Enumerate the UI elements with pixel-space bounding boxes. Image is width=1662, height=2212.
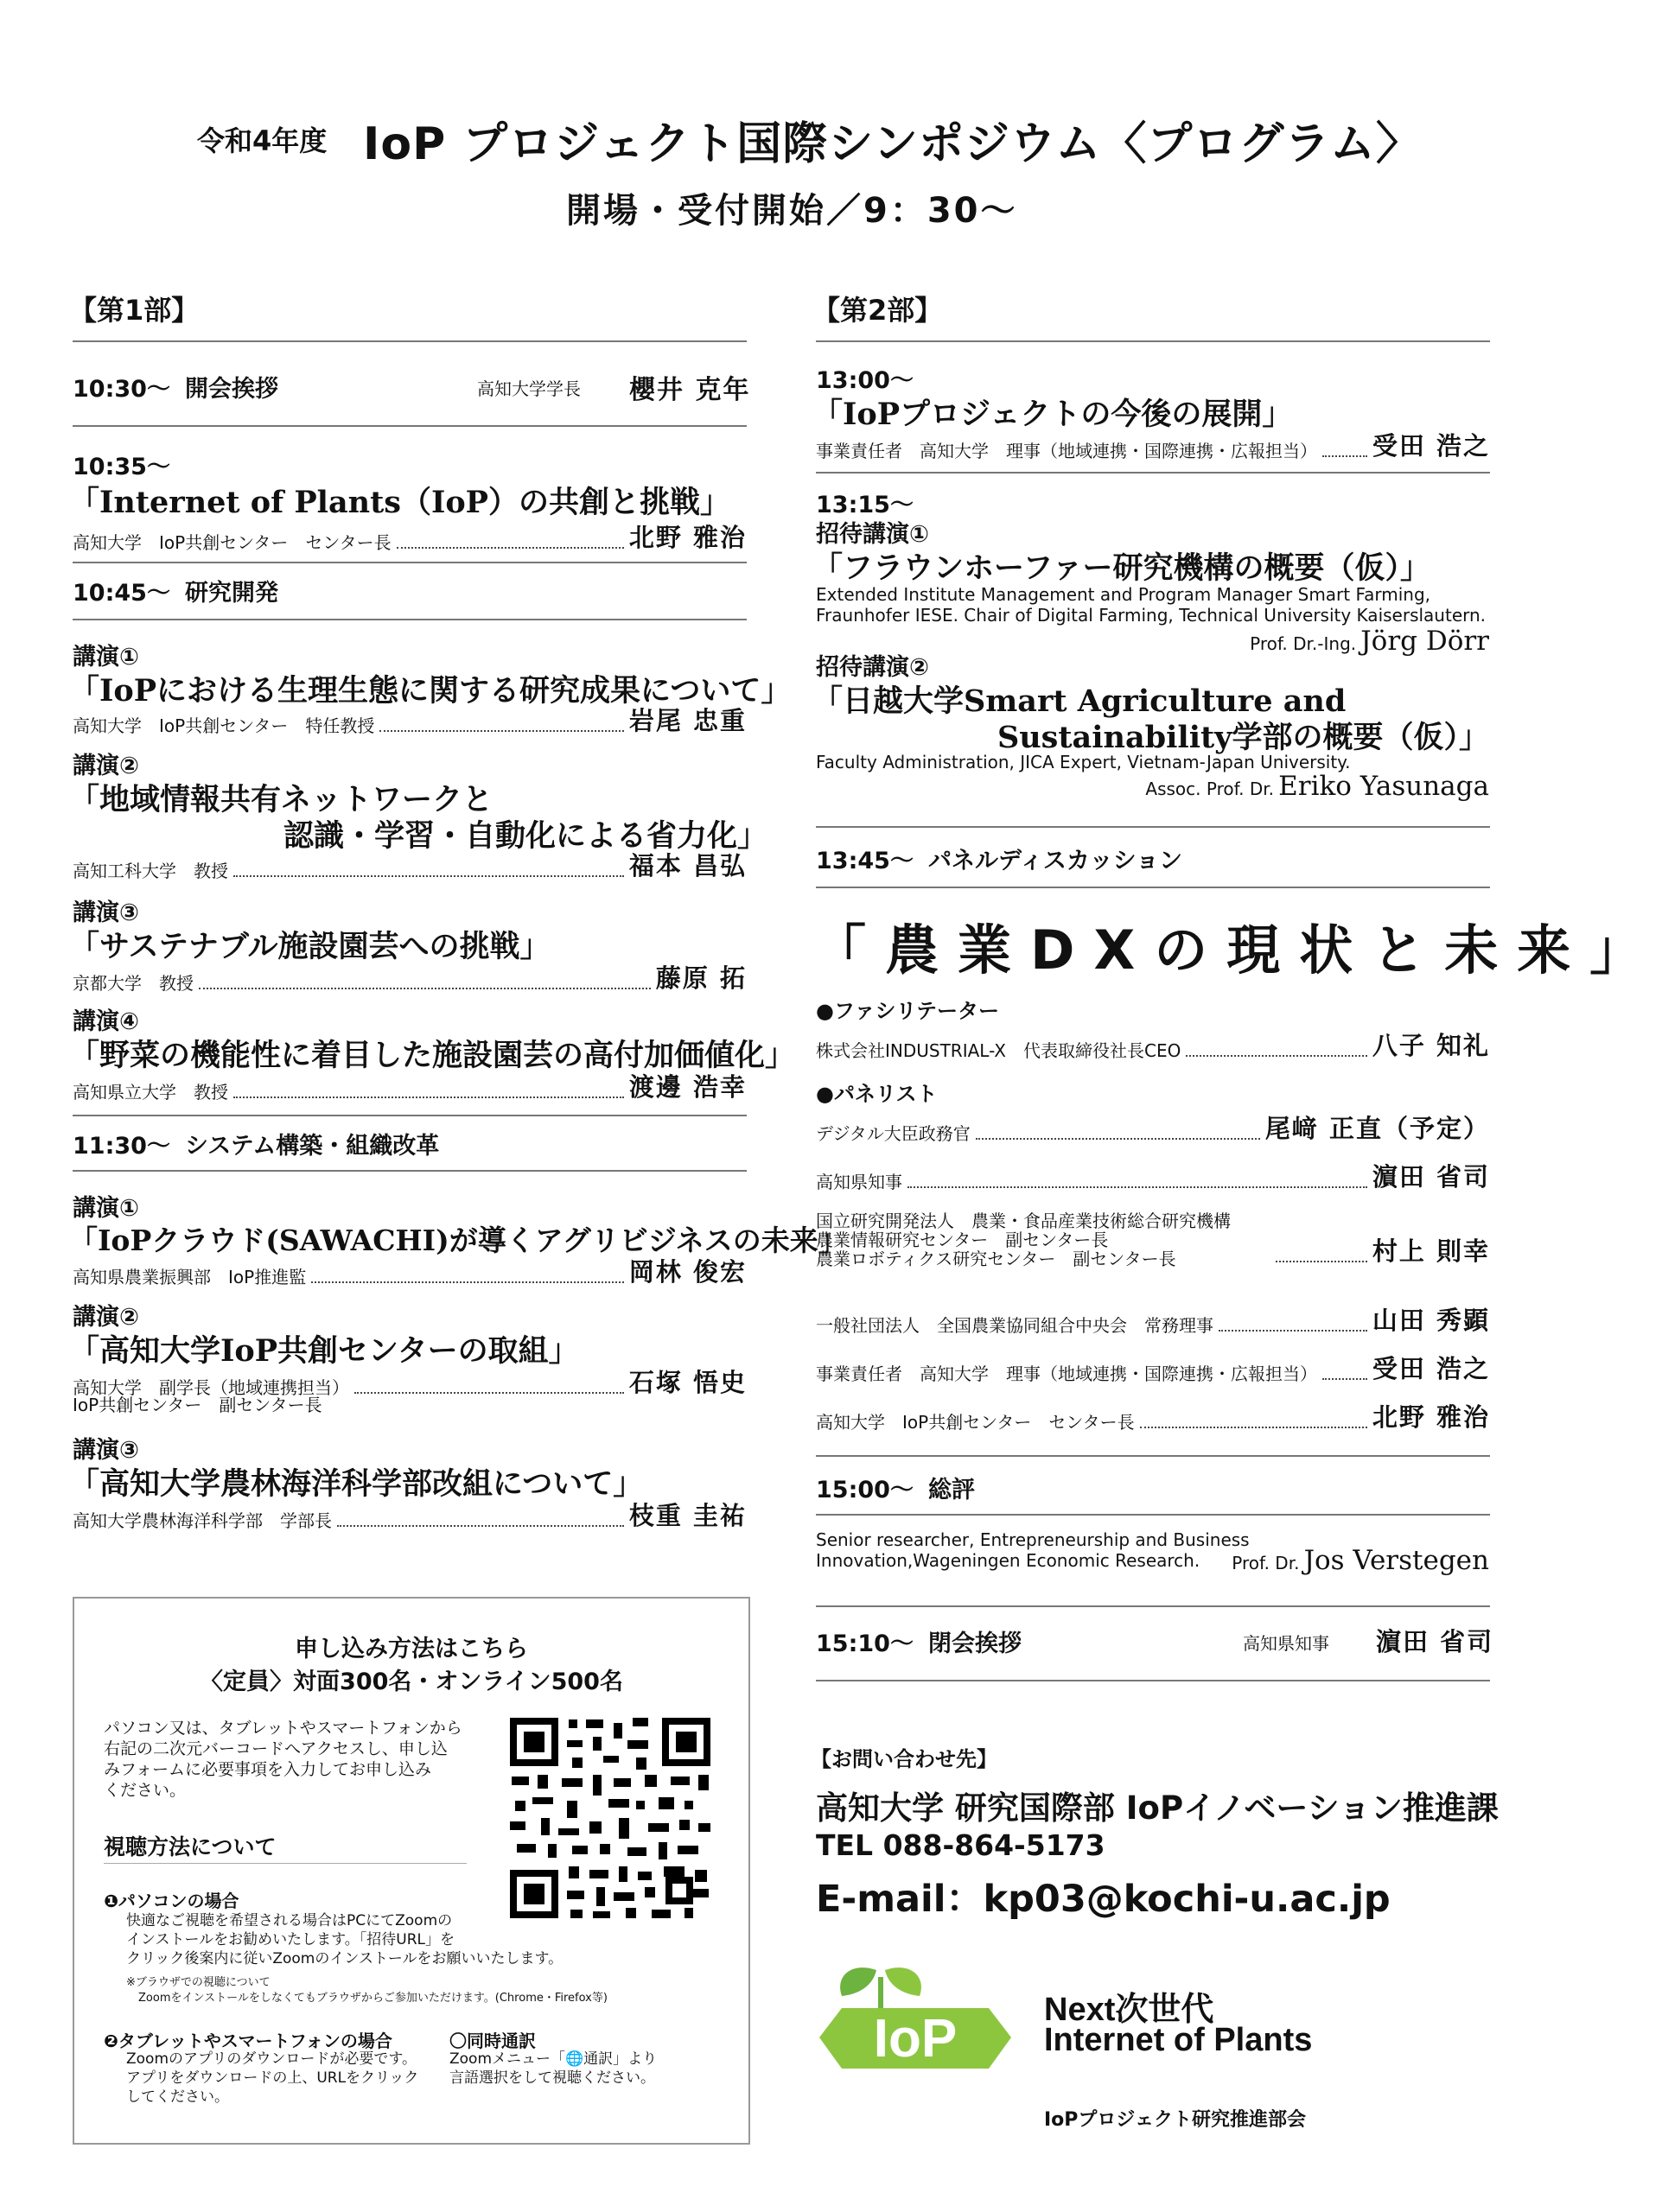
- talk-affiliation-line2: IoP共創センター 副センター長: [73, 1395, 322, 1415]
- talk-title: 「高知大学IoP共創センターの取組」: [69, 1333, 579, 1369]
- interpretation-instructions: Zoomメニュー「🌐通訳」より 言語選択をして視聴ください。: [449, 2050, 658, 2087]
- review-speaker: Prof. Dr. Jos Verstegen: [1232, 1545, 1489, 1576]
- research-slot: 10:45～ 研究開発: [73, 580, 278, 607]
- application-capacity: 〈定員〉対面300名・オンライン500名: [200, 1669, 623, 1695]
- invited-talk1-speaker: Prof. Dr.-Ing. Jörg Dörr: [1250, 626, 1489, 657]
- facilitator-heading: ●ファシリテーター: [816, 999, 999, 1023]
- talk-title-line1: 「地域情報共有ネットワークと: [69, 782, 494, 817]
- opening-slot: 10:30～ 開会挨拶: [73, 376, 278, 403]
- application-box: [73, 1597, 750, 2145]
- panel-title: 「農業DXの現状と未来」: [812, 918, 1662, 982]
- viewing-heading: 視聴方法について: [104, 1834, 277, 1859]
- contact-email[interactable]: E-mail：kp03@kochi-u.ac.jp: [816, 1878, 1391, 1921]
- part1-heading: 【第1部】: [69, 294, 200, 327]
- divider: [816, 472, 1490, 474]
- panelist-row: 事業責任者 高知大学 理事（地域連携・国際連携・広報担当） 受田 浩之: [816, 1354, 1490, 1384]
- logo-department: IoPプロジェクト研究推進部会: [1044, 2109, 1306, 2131]
- talk-title: 「高知大学農林海洋科学部改組について」: [69, 1466, 644, 1502]
- invited-talk1-affiliation2: Fraunhofer IESE. Chair of Digital Farming, Technical University Kaiserslautern.: [816, 605, 1487, 626]
- system-slot: 11:30～ システム構築・組織改革: [73, 1133, 440, 1160]
- panelist-row: 高知大学 IoP共創センター センター長 北野 雅治: [816, 1402, 1490, 1433]
- divider: [73, 1170, 747, 1172]
- pc-instructions: 快適なご視聴を希望される場合はPCにてZoomの インストールをお勧めいたします。「招待URL」を クリック後案内に従いZoomのインストールをお願いいたします。: [126, 1912, 564, 1967]
- opening-time: 開場・受付開始／9：30～: [566, 191, 1018, 231]
- iop-logo-icon: [816, 1961, 1023, 2082]
- panelist-row: 一般社団法人 全国農業協同組合中央会 常務理事 山田 秀顕: [816, 1306, 1490, 1336]
- mobile-instructions: Zoomのアプリのダウンロードが必要です。 アプリをダウンロードの上、URLをクリック してください。: [126, 2050, 419, 2106]
- closing-slot: 15:10～ 閉会挨拶: [816, 1630, 1022, 1657]
- talk-number: 講演④: [73, 1008, 139, 1035]
- divider: [73, 1115, 747, 1116]
- talk-speaker-row: 高知大学 IoP共創センター 特任教授 岩尾 忠重: [73, 706, 747, 736]
- talk-number: 講演①: [73, 644, 139, 671]
- divider: [816, 340, 1490, 342]
- divider: [73, 619, 747, 620]
- talk-title: 「野菜の機能性に着目した施設園芸の高付加価値化」: [69, 1038, 796, 1073]
- browser-note: ※ブラウザでの視聴について Zoomをインストールをしなくてもブラウザからご参加いただけます。(Chrome・Firefox等): [126, 1976, 608, 2005]
- symposium-year: 令和4年度: [197, 124, 328, 157]
- talk-number: 講演②: [73, 1304, 139, 1331]
- panelist-row: 村上 則幸: [1270, 1232, 1490, 1268]
- divider: [816, 1514, 1490, 1516]
- divider: [73, 425, 747, 427]
- invited-talk2-number: 招待講演②: [816, 654, 929, 681]
- talk-number: 講演①: [73, 1195, 139, 1222]
- symposium-title: IoP プロジェクト国際シンポジウム〈プログラム〉: [363, 118, 1422, 170]
- talk-title: 「サステナブル施設園芸への挑戦」: [69, 929, 551, 964]
- iop-logo-mark: IoP: [873, 2009, 958, 2069]
- panelist-row: 高知県知事 濵田 省司: [816, 1162, 1490, 1192]
- talk-title: 「IoPクラウド(SAWACHI)が導くアグリビジネスの未来」: [69, 1224, 847, 1257]
- review-affiliation1: Senior researcher, Entrepreneurship and Business: [816, 1529, 1250, 1550]
- contact-phone[interactable]: TEL 088-864-5173: [816, 1828, 1105, 1862]
- logo-tagline1: Next次世代: [1044, 1992, 1214, 2028]
- invited-time: 13:15～: [816, 492, 914, 518]
- closing-affiliation: 高知県知事: [1243, 1633, 1329, 1654]
- application-instructions: パソコン又は、タブレットやスマートフォンから 右記の二次元バーコードへアクセスし、申し込 みフォームに必要事項を入力してお申し込み ください。: [104, 1719, 462, 1800]
- divider: [816, 1680, 1490, 1681]
- opening-affiliation: 高知大学学長: [477, 378, 581, 399]
- panelist-heading: ●パネリスト: [816, 1082, 938, 1106]
- divider: [73, 562, 747, 563]
- invited-talk2-title-line2: Sustainability学部の概要（仮）」: [997, 720, 1489, 755]
- divider: [816, 826, 1490, 828]
- future-time: 13:00～: [816, 367, 914, 394]
- future-title: 「IoPプロジェクトの今後の展開」: [812, 397, 1293, 432]
- review-affiliation2: Innovation,Wageningen Economic Research.: [816, 1550, 1200, 1571]
- part2-heading: 【第2部】: [812, 294, 943, 327]
- iop-logo: [816, 1961, 1023, 2082]
- qr-code-icon: [506, 1714, 714, 1922]
- divider: [104, 1863, 467, 1864]
- divider: [816, 887, 1490, 888]
- application-title: 申し込み方法はこちら: [295, 1636, 528, 1662]
- contact-heading: 【お問い合わせ先】: [811, 1747, 997, 1771]
- contact-organization: 高知大学 研究国際部 IoPイノベーション推進課: [816, 1789, 1499, 1827]
- invited-talk1-affiliation1: Extended Institute Management and Program Manager Smart Farming,: [816, 584, 1431, 605]
- talk-number: 講演③: [73, 899, 139, 926]
- opening-speaker: 櫻井 克年: [629, 375, 751, 405]
- invited-talk2-title-line1: 「日越大学Smart Agriculture and: [812, 683, 1347, 719]
- invited-talk1-title: 「フラウンホーファー研究機構の概要（仮）」: [812, 550, 1431, 586]
- talk-speaker-row: 高知大学 副学長（地域連携担当） 石塚 悟史: [73, 1368, 747, 1398]
- keynote-time: 10:35～: [73, 454, 170, 480]
- talk-title-line2: 認識・学習・自動化による省力化」: [283, 818, 768, 854]
- future-speaker-row: 事業責任者 高知大学 理事（地域連携・国際連携・広報担当） 受田 浩之: [816, 431, 1490, 461]
- facilitator-row: 株式会社INDUSTRIAL-X 代表取締役社長CEO 八子 知礼: [816, 1031, 1490, 1061]
- closing-speaker: 濵田 省司: [1376, 1627, 1494, 1656]
- panelist-multiline-affiliation: 国立研究開発法人 農業・食品産業技術総合研究機構 農業情報研究センター 副センター長 農業ロボティクス研究センター 副センター長: [816, 1211, 1231, 1269]
- keynote-title: 「Internet of Plants（IoP）の共創と挑戦」: [69, 485, 730, 520]
- talk-number: 講演②: [73, 753, 139, 779]
- pc-heading: ❶パソコンの場合: [104, 1891, 239, 1911]
- divider: [816, 1605, 1490, 1607]
- divider: [73, 340, 747, 342]
- invited-talk2-affiliation: Faculty Administration, JICA Expert, Vietnam-Japan University.: [816, 752, 1351, 772]
- talk-number: 講演③: [73, 1437, 139, 1464]
- interpretation-heading: 〇同時通訳: [449, 2031, 536, 2051]
- talk-speaker-row: 高知県立大学 教授 渡邊 浩幸: [73, 1072, 747, 1103]
- qr-code[interactable]: [506, 1714, 714, 1922]
- keynote-speaker-row: 高知大学 IoP共創センター センター長 北野 雅治: [73, 523, 747, 553]
- mobile-heading: ❷タブレットやスマートフォンの場合: [104, 2031, 392, 2051]
- talk-speaker-row: 高知工科大学 教授 福本 昌弘: [73, 851, 747, 881]
- review-slot: 15:00～ 総評: [816, 1477, 975, 1503]
- invited-talk2-speaker: Assoc. Prof. Dr. Eriko Yasunaga: [1145, 771, 1489, 802]
- invited-talk1-number: 招待講演①: [816, 521, 929, 548]
- divider: [816, 1455, 1490, 1457]
- panelist-row: デジタル大臣政務官 尾﨑 正直（予定）: [816, 1114, 1490, 1144]
- logo-tagline2: Internet of Plants: [1044, 2022, 1313, 2058]
- talk-speaker-row: 高知大学農林海洋科学部 学部長 枝重 圭祐: [73, 1501, 747, 1531]
- talk-title: 「IoPにおける生理生態に関する研究成果について」: [69, 673, 792, 709]
- talk-speaker-row: 京都大学 教授 藤原 拓: [73, 963, 747, 994]
- talk-speaker-row: 高知県農業振興部 IoP推進監 岡林 俊宏: [73, 1257, 747, 1287]
- panel-slot: 13:45～ パネルディスカッション: [816, 848, 1183, 874]
